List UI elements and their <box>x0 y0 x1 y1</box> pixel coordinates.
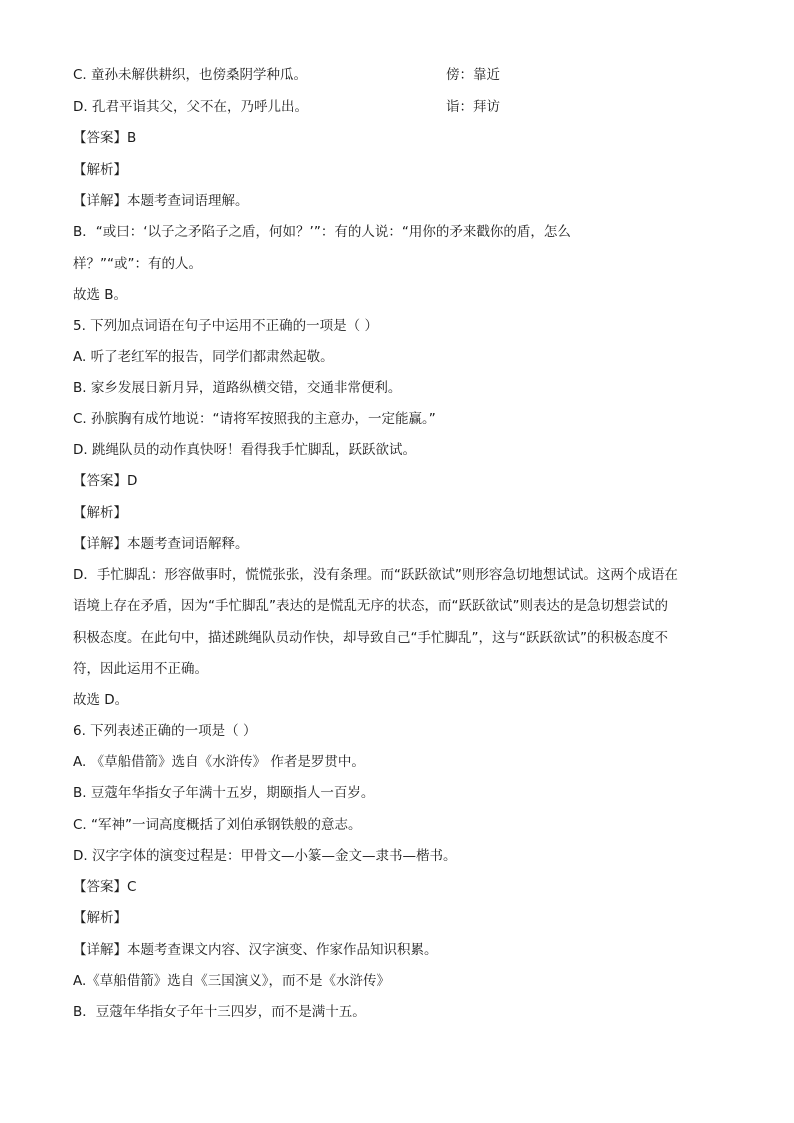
answer-label: 【答案】D <box>73 473 138 489</box>
explanation-text: 符，因此运用不正确。 <box>73 661 208 677</box>
question-option: A. 听了老红军的报告，同学们都肃然起敬。 <box>73 349 334 365</box>
question-6-stem: 6. 下列表述正确的一项是（ ） <box>73 723 257 739</box>
detail-label: 【详解】本题考查词语理解。 <box>73 193 249 209</box>
conclusion-text: 故选 B。 <box>73 287 128 303</box>
explanation-text: D．手忙脚乱：形容做事时，慌慌张张，没有条理。而“跃跃欲试”则形容急切地想试试。这两个成语在 <box>73 567 678 583</box>
detail-label: 【详解】本题考查课文内容、汉字演变、作家作品知识积累。 <box>73 942 438 958</box>
question-option: A. 《草船借箭》选自《水浒传》 作者是罗贯中。 <box>73 754 365 770</box>
question-option: C. “军神”一词高度概括了刘伯承钢铁般的意志。 <box>73 817 362 833</box>
explanation-text: A.《草船借箭》选自《三国演义》，而不是《水浒传》 <box>73 973 391 989</box>
explanation-text: B．豆蔻年华指女子年十三四岁，而不是满十五。 <box>73 1004 366 1020</box>
answer-label: 【答案】B <box>73 130 137 146</box>
option-c-gloss: 傍：靠近 <box>446 67 500 83</box>
question-option: D. 跳绳队员的动作真快呀！看得我手忙脚乱，跃跃欲试。 <box>73 442 416 458</box>
option-d-gloss: 诣：拜访 <box>446 99 500 115</box>
option-c-line <box>73 65 500 85</box>
option-d-sentence: D. 孔君平诣其父，父不在，乃呼儿出。 <box>73 99 308 115</box>
question-option: B. 家乡发展日新月异，道路纵横交错，交通非常便利。 <box>73 380 402 396</box>
answer-label: 【答案】C <box>73 879 137 895</box>
explanation-text: B．“或曰：‘以子之矛陷子之盾，何如？’”：有的人说：“用你的矛来戳你的盾，怎么 <box>73 224 571 240</box>
analysis-label: 【解析】 <box>73 505 127 521</box>
question-option: D. 汉字字体的演变过程是：甲骨文—小篆—金文—隶书—楷书。 <box>73 848 457 864</box>
analysis-label: 【解析】 <box>73 162 127 178</box>
question-option: C. 孙膑胸有成竹地说：“请将军按照我的主意办，一定能赢。” <box>73 411 436 427</box>
explanation-text: 积极态度。在此句中，描述跳绳队员动作快，却导致自己“手忙脚乱”，这与“跃跃欲试”的积极态度不 <box>73 630 668 646</box>
explanation-text: 语境上存在矛盾，因为“手忙脚乱”表达的是慌乱无序的状态，而“跃跃欲试”则表达的是急切想尝试的 <box>73 598 668 614</box>
analysis-label: 【解析】 <box>73 910 127 926</box>
conclusion-text: 故选 D。 <box>73 692 129 708</box>
question-option: B. 豆蔻年华指女子年满十五岁，期颐指人一百岁。 <box>73 785 375 801</box>
detail-label: 【详解】本题考查词语解释。 <box>73 536 249 552</box>
option-c-sentence: C. 童孙未解供耕织，也傍桑阴学种瓜。 <box>73 67 308 83</box>
option-d-line <box>73 97 500 117</box>
explanation-text: 样？”“或”：有的人。 <box>73 256 202 272</box>
question-5-stem: 5. 下列加点词语在句子中运用不正确的一项是（ ） <box>73 318 378 334</box>
